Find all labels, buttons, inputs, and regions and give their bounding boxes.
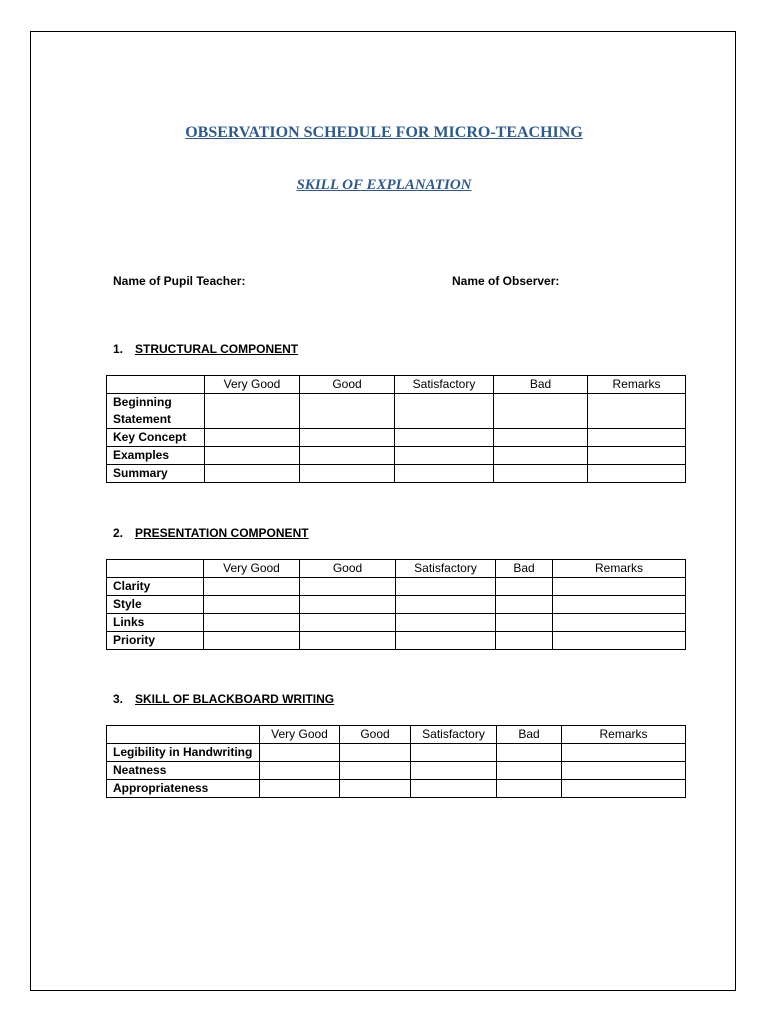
rating-cell[interactable] [300,632,396,650]
remarks-cell[interactable] [588,447,686,465]
rating-cell[interactable] [260,780,340,798]
rating-cell[interactable] [496,632,553,650]
rating-cell[interactable] [340,744,411,762]
rating-cell[interactable] [396,578,496,596]
rating-cell[interactable] [300,596,396,614]
rating-cell[interactable] [497,744,562,762]
column-header: Remarks [562,726,686,744]
table-row [107,429,686,447]
table-row [107,744,686,762]
rating-cell[interactable] [204,596,300,614]
row-label: Style [107,596,204,614]
row-label: Links [107,614,204,632]
remarks-cell[interactable] [562,780,686,798]
rating-cell[interactable] [494,465,588,483]
column-header: Good [300,376,395,394]
rating-cell[interactable] [205,429,300,447]
rating-cell[interactable] [300,465,395,483]
document-title: OBSERVATION SCHEDULE FOR MICRO-TEACHING [185,124,583,141]
column-header: Bad [496,560,553,578]
rating-cell[interactable] [300,614,396,632]
remarks-cell[interactable] [553,578,686,596]
column-header: Good [340,726,411,744]
rating-cell[interactable] [205,465,300,483]
row-label: Appropriateness [107,780,260,798]
presentation-component-table [106,559,686,650]
rating-cell[interactable] [204,578,300,596]
rating-cell[interactable] [395,429,494,447]
pupil-teacher-label: Name of Pupil Teacher: [113,274,246,288]
table-row [107,632,686,650]
section-title: PRESENTATION COMPONENT [135,526,309,540]
rating-cell[interactable] [396,596,496,614]
rating-cell[interactable] [300,429,395,447]
table-header-row [107,376,686,394]
row-label: Examples [107,447,205,465]
blackboard-writing-table [106,725,686,798]
column-header: Satisfactory [395,376,494,394]
rating-cell[interactable] [395,394,494,429]
row-label: Priority [107,632,204,650]
remarks-cell[interactable] [562,744,686,762]
table-row [107,614,686,632]
table-row [107,762,686,780]
rating-cell[interactable] [300,447,395,465]
remarks-cell[interactable] [588,429,686,447]
rating-cell[interactable] [411,744,497,762]
remarks-cell[interactable] [588,465,686,483]
document-subtitle: SKILL OF EXPLANATION [296,177,472,193]
rating-cell[interactable] [496,596,553,614]
column-header: Satisfactory [411,726,497,744]
column-header: Very Good [205,376,300,394]
remarks-cell[interactable] [553,614,686,632]
rating-cell[interactable] [411,780,497,798]
table-row [107,596,686,614]
column-header: Satisfactory [396,560,496,578]
section-number: 1. [113,342,124,356]
row-label: Key Concept [107,429,205,447]
rating-cell[interactable] [205,447,300,465]
column-header [107,376,205,394]
rating-cell[interactable] [260,744,340,762]
column-header: Good [300,560,396,578]
rating-cell[interactable] [496,614,553,632]
remarks-cell[interactable] [553,632,686,650]
table-header-row [107,560,686,578]
rating-cell[interactable] [494,429,588,447]
column-header: Remarks [553,560,686,578]
remarks-cell[interactable] [588,394,686,429]
section-title: SKILL OF BLACKBOARD WRITING [135,692,335,706]
column-header: Very Good [260,726,340,744]
rating-cell[interactable] [497,780,562,798]
section-title: STRUCTURAL COMPONENT [135,342,299,356]
rating-cell[interactable] [340,780,411,798]
table-header-row [107,726,686,744]
table-row [107,447,686,465]
table-row [107,780,686,798]
row-label: Neatness [107,762,260,780]
rating-cell[interactable] [396,614,496,632]
column-header: Bad [494,376,588,394]
column-header: Very Good [204,560,300,578]
row-label: Beginning Statement [107,394,205,429]
rating-cell[interactable] [395,447,494,465]
rating-cell[interactable] [494,447,588,465]
remarks-cell[interactable] [553,596,686,614]
rating-cell[interactable] [300,578,396,596]
row-label: Clarity [107,578,204,596]
section-heading-blackboard [113,692,334,706]
page-border [30,31,736,991]
table-row [107,394,686,429]
rating-cell[interactable] [395,465,494,483]
rating-cell[interactable] [260,762,340,780]
rating-cell[interactable] [496,578,553,596]
column-header: Bad [497,726,562,744]
column-header [107,726,260,744]
rating-cell[interactable] [205,394,300,429]
rating-cell[interactable] [396,632,496,650]
remarks-cell[interactable] [562,762,686,780]
section-number: 2. [113,526,124,540]
rating-cell[interactable] [300,394,395,429]
rating-cell[interactable] [204,632,300,650]
rating-cell[interactable] [497,762,562,780]
structural-component-table [106,375,686,483]
rating-cell[interactable] [411,762,497,780]
row-label: Summary [107,465,205,483]
column-header: Remarks [588,376,686,394]
row-label: Legibility in Handwriting [107,744,260,762]
table-row [107,465,686,483]
section-number: 3. [113,692,124,706]
rating-cell[interactable] [494,394,588,429]
section-heading-structural [113,342,298,356]
table-row [107,578,686,596]
rating-cell[interactable] [204,614,300,632]
section-heading-presentation [113,526,309,540]
column-header [107,560,204,578]
rating-cell[interactable] [340,762,411,780]
observer-label: Name of Observer: [452,274,560,288]
